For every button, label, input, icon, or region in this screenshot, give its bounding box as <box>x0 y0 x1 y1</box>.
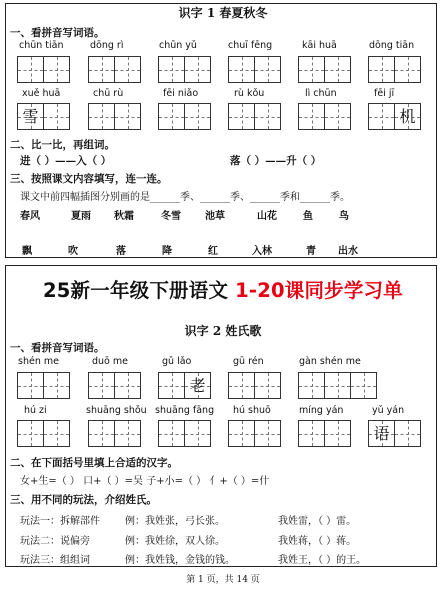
pinyin: gū rén <box>233 356 264 367</box>
pinyin: duō me <box>92 356 128 367</box>
writing-box[interactable] <box>228 420 255 447</box>
pinyin: hú shuō <box>233 405 271 416</box>
word-top[interactable]: 池草 <box>205 211 225 222</box>
word-bottom[interactable]: 出水 <box>338 246 358 257</box>
pinyin: chū rù <box>93 88 124 99</box>
pinyin: shén me <box>18 356 59 367</box>
word-bottom[interactable]: 落 <box>116 246 126 257</box>
play-task[interactable]: 我姓蒋，（ ）蒋。 <box>278 536 357 547</box>
word-bottom[interactable]: 降 <box>162 246 172 257</box>
writing-box[interactable] <box>184 56 211 83</box>
writing-box[interactable] <box>394 103 421 130</box>
page-footer: 第 1 页，共 14 页 <box>186 575 260 585</box>
writing-box[interactable] <box>254 56 281 83</box>
writing-box[interactable] <box>184 420 211 447</box>
writing-box[interactable] <box>394 420 421 447</box>
word-bottom[interactable]: 吹 <box>68 246 78 257</box>
pinyin: chūn tiān <box>19 40 64 51</box>
lesson1-title: 识字 1 春夏秋冬 <box>178 6 268 20</box>
word-bottom[interactable]: 飘 <box>22 246 32 257</box>
writing-box[interactable] <box>254 420 281 447</box>
season-sentence[interactable]: 课文中前四幅插图分别画的是______季、______季、______季和______季。 <box>20 192 350 203</box>
compare-right[interactable]: 落（ ）——升（ ） <box>230 155 322 167</box>
writing-box[interactable] <box>114 103 141 130</box>
writing-box[interactable] <box>17 420 44 447</box>
writing-box[interactable] <box>114 372 141 399</box>
writing-box[interactable] <box>43 372 70 399</box>
writing-box[interactable] <box>88 56 115 83</box>
radical-fill-line[interactable]: 女+生=（ ） 口+（ ）=吴 子+小=（ ） 亻+（ ）=什 <box>20 476 270 487</box>
pinyin: kāi huā <box>302 40 337 51</box>
writing-box[interactable] <box>158 56 185 83</box>
word-bottom[interactable]: 青 <box>306 246 316 257</box>
lesson2-q1-heading: 一、看拼音写词语。 <box>10 342 105 354</box>
writing-box[interactable] <box>368 420 395 447</box>
lesson2-title: 识字 2 姓氏歌 <box>184 324 262 338</box>
writing-box[interactable] <box>158 420 185 447</box>
pinyin: xuě huā <box>22 88 61 99</box>
word-bottom[interactable]: 红 <box>208 246 218 257</box>
writing-box[interactable] <box>88 420 115 447</box>
prefilled-char: 老 <box>189 376 206 395</box>
writing-box[interactable] <box>184 103 211 130</box>
play-example: 例：我姓钱，金钱的钱。 <box>125 555 235 566</box>
writing-box[interactable] <box>17 56 44 83</box>
writing-box[interactable] <box>254 103 281 130</box>
writing-box[interactable] <box>17 372 44 399</box>
play-example: 例：我姓张，弓长张。 <box>125 516 225 527</box>
pinyin: yǔ yán <box>372 405 405 416</box>
pinyin: gǔ lǎo <box>162 356 192 367</box>
writing-box[interactable] <box>368 103 395 130</box>
play-example: 例：我姓徐，双人徐。 <box>125 536 225 547</box>
writing-box[interactable] <box>43 56 70 83</box>
lesson1-q2-heading: 二、比一比，再组词。 <box>10 139 115 151</box>
play-task[interactable]: 我姓雷，（ ）雷。 <box>278 516 357 527</box>
pinyin: rù kǒu <box>234 88 265 99</box>
pinyin: lì chūn <box>305 88 337 99</box>
writing-box[interactable] <box>184 372 211 399</box>
writing-box[interactable] <box>114 420 141 447</box>
writing-box[interactable] <box>254 372 281 399</box>
writing-box[interactable] <box>228 56 255 83</box>
writing-box[interactable] <box>228 103 255 130</box>
writing-box[interactable] <box>88 103 115 130</box>
prefilled-char: 语 <box>373 424 390 443</box>
pinyin: míng yán <box>299 405 344 416</box>
word-bottom[interactable]: 入林 <box>252 246 272 257</box>
writing-box[interactable] <box>88 372 115 399</box>
writing-box[interactable] <box>158 103 185 130</box>
word-top[interactable]: 秋霜 <box>114 211 134 222</box>
pinyin: dōng tiān <box>369 40 415 51</box>
writing-box[interactable] <box>114 56 141 83</box>
pinyin: chuī fēng <box>228 40 273 51</box>
play-name: 玩法一：拆解部件 <box>20 516 100 527</box>
word-top[interactable]: 鸟 <box>339 211 349 222</box>
lesson2-q3-heading: 三、用不同的玩法，介绍姓氏。 <box>10 494 157 506</box>
writing-box[interactable] <box>17 103 44 130</box>
writing-box[interactable] <box>298 372 325 399</box>
writing-box[interactable] <box>394 56 421 83</box>
lesson1-q1-heading: 一、看拼音写词语。 <box>10 27 105 39</box>
banner-red: 1-20课同步学习单 <box>235 279 403 302</box>
word-top[interactable]: 鱼 <box>303 211 313 222</box>
lesson1-q3-heading: 三、按照课文内容填写，连一连。 <box>10 173 168 185</box>
lesson2-q2-heading: 二、在下面括号里填上合适的汉字。 <box>10 457 178 469</box>
pinyin: shuāng fāng <box>155 405 215 416</box>
writing-box[interactable] <box>298 103 325 130</box>
writing-box[interactable] <box>324 372 351 399</box>
pinyin: fēi niǎo <box>163 88 199 99</box>
prefilled-char: 机 <box>399 107 416 126</box>
writing-box[interactable] <box>298 420 325 447</box>
pinyin: shuāng shǒu <box>86 405 147 416</box>
writing-box[interactable] <box>350 372 377 399</box>
banner-black: 25新一年级下册语文 <box>43 279 236 302</box>
banner-title <box>0 275 446 303</box>
prefilled-char: 雪 <box>22 107 39 126</box>
compare-left[interactable]: 进（ ）——入（ ） <box>20 155 112 167</box>
play-name: 玩法二：说偏旁 <box>20 536 90 547</box>
writing-box[interactable] <box>43 103 70 130</box>
pinyin: chūn yǔ <box>159 40 197 51</box>
writing-box[interactable] <box>228 372 255 399</box>
pinyin: hú zi <box>24 405 47 416</box>
writing-box[interactable] <box>158 372 185 399</box>
writing-box[interactable] <box>368 56 395 83</box>
word-top[interactable]: 春风 <box>20 211 40 222</box>
pinyin: gàn shén me <box>299 356 361 367</box>
pinyin: fēi jī <box>374 88 395 99</box>
writing-box[interactable] <box>324 420 351 447</box>
writing-box[interactable] <box>324 56 351 83</box>
play-name: 玩法三：组组词 <box>20 555 90 566</box>
play-task[interactable]: 我姓王，（ ）的王。 <box>278 555 367 566</box>
writing-box[interactable] <box>298 56 325 83</box>
word-top[interactable]: 山花 <box>257 211 277 222</box>
word-top[interactable]: 夏雨 <box>71 211 91 222</box>
writing-box[interactable] <box>43 420 70 447</box>
pinyin: dōng rì <box>90 40 124 51</box>
writing-box[interactable] <box>324 103 351 130</box>
word-top[interactable]: 冬雪 <box>161 211 181 222</box>
